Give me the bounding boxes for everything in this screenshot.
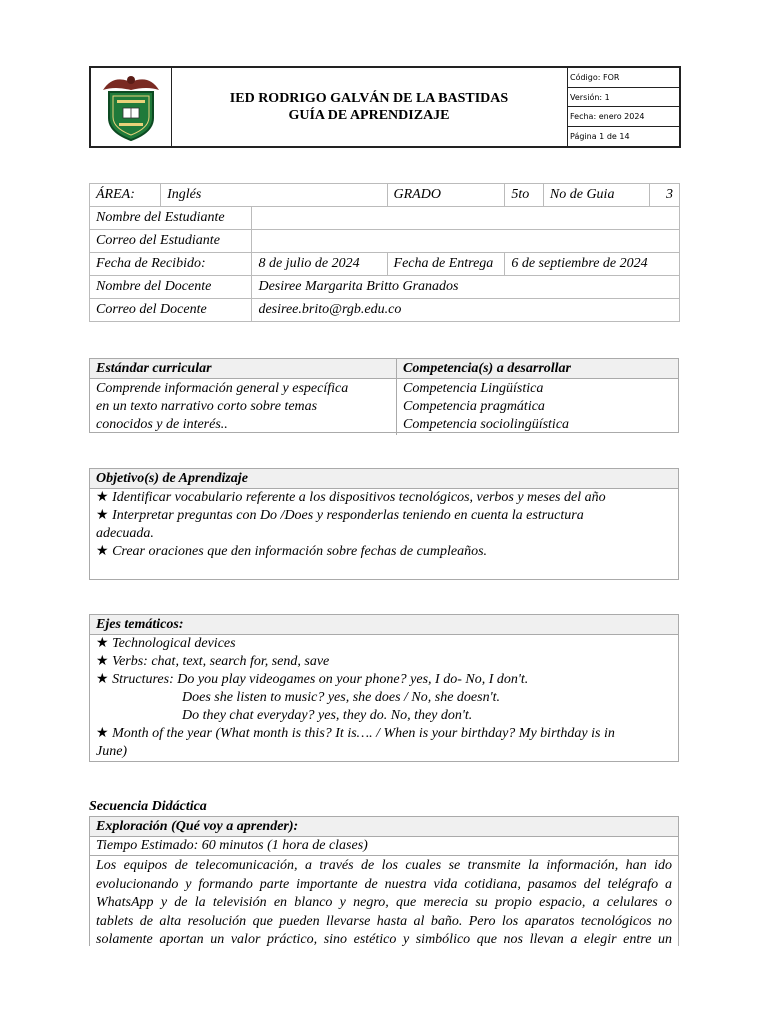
exploracion-text (90, 856, 678, 951)
header-title-cell (171, 68, 568, 146)
school-crest-icon (91, 68, 171, 146)
objetivo-item-cont: adecuada. (96, 526, 154, 541)
grado-label: GRADO (387, 184, 505, 207)
correo-docente-value: desiree.brito@rgb.edu.co (252, 299, 680, 322)
star-icon: ★ (96, 508, 109, 523)
guia-value: 3 (649, 184, 680, 207)
paragraph-line: WhatsApp y de la televisión en blanco y negro, que merecia su propio espacio, a celulares o (96, 895, 672, 910)
paragraph-line: solamente aportan un valor práctico, sino estético y simbólico que nos llevan a elegir entre un (96, 932, 672, 947)
estandar-line: conocidos y de interés.. (96, 417, 228, 432)
estandar-text (90, 379, 397, 435)
paragraph-line: Los equipos de telecomunicación, a través de los cuales se transmite la información, han ido (96, 858, 672, 873)
estandar-title: Estándar curricular (90, 359, 397, 378)
guia-label: No de Guia (543, 184, 649, 207)
estandar-section (89, 358, 679, 433)
recibido-label: Fecha de Recibido: (90, 253, 252, 276)
estandar-line: en un texto narrativo corto sobre temas (96, 399, 318, 414)
area-value: Inglés (161, 184, 387, 207)
eje-item: ★ Month of the year (What month is this? It is…. / When is your birthday? My birthday is in (96, 726, 615, 741)
estudiante-field[interactable] (252, 207, 680, 230)
objetivos-title: Objetivo(s) de Aprendizaje (90, 469, 678, 489)
paragraph-line: tablets de alta resolución que pueden llevarse hasta al baño. Pero los aparatos tecnológicos no (96, 913, 672, 929)
star-icon: ★ (96, 726, 109, 741)
docente-value: Desiree Margarita Britto Granados (252, 276, 680, 299)
meta-pagina: Página 1 de 14 (570, 131, 630, 141)
grado-value: 5to (505, 184, 544, 207)
star-icon: ★ (96, 654, 109, 669)
competencia-title: Competencia(s) a desarrollar (403, 361, 571, 376)
star-icon: ★ (96, 544, 109, 559)
objetivo-item: ★ Interpretar preguntas con Do /Does y responderlas teniendo en cuenta la estructura (96, 508, 584, 523)
eje-subitem: Do they chat everyday? yes, they do. No, they don't. (182, 708, 473, 723)
ejes-section (89, 614, 679, 762)
estudiante-label: Nombre del Estudiante (90, 207, 252, 230)
objetivo-item: ★ Identificar vocabulario referente a los dispositivos tecnológicos, verbos y meses del año (96, 490, 606, 505)
school-name: IED RODRIGO GALVÁN DE LA BASTIDAS (229, 91, 509, 106)
competencia-item: Competencia sociolingüística (403, 417, 570, 432)
entrega-label: Fecha de Entrega (387, 253, 505, 276)
ejes-title: Ejes temáticos: (90, 615, 678, 635)
document-type: GUÍA DE APRENDIZAJE (288, 108, 450, 123)
school-logo-cell (91, 68, 172, 146)
entrega-value: 6 de septiembre de 2024 (505, 253, 680, 276)
correo-estudiante-field[interactable] (252, 230, 680, 253)
competencia-list (397, 379, 575, 435)
tiempo-estimado: Tiempo Estimado: 60 minutos (1 hora de clases) (90, 837, 678, 856)
table-row (90, 184, 680, 207)
objetivo-item: ★ Crear oraciones que den información sobre fechas de cumpleaños. (96, 544, 488, 559)
competencia-item: Competencia pragmática (403, 399, 545, 414)
header-meta (567, 68, 679, 146)
paragraph-line: evolucionando y formando parte importante de nuestra vida cotidiana, pasamos del telégrafo a (96, 876, 672, 892)
estandar-line: Comprende información general y específica (96, 381, 349, 396)
correo-estudiante-label: Correo del Estudiante (90, 230, 252, 253)
estandar-body (90, 379, 678, 435)
area-label: ÁREA: (90, 184, 161, 207)
exploracion-section (89, 816, 679, 946)
estandar-header (90, 359, 678, 379)
star-icon: ★ (96, 490, 109, 505)
meta-version: Versión: 1 (567, 88, 679, 108)
exploracion-title: Exploración (Qué voy a aprender): (90, 817, 678, 837)
eje-item: ★ Verbs: chat, text, search for, send, save (96, 654, 330, 669)
table-row (90, 230, 680, 253)
docente-label: Nombre del Docente (90, 276, 252, 299)
competencia-item: Competencia Lingüística (403, 381, 544, 396)
student-info-table (89, 183, 680, 322)
eje-item: ★ Structures: Do you play videogames on your phone? yes, I do- No, I don't. (96, 672, 529, 687)
secuencia-title: Secuencia Didáctica (89, 799, 207, 814)
objetivos-section (89, 468, 679, 580)
table-row (90, 253, 680, 276)
document-header (89, 66, 681, 148)
recibido-value: 8 de julio de 2024 (252, 253, 387, 276)
eje-item: ★ Technological devices (96, 636, 236, 651)
meta-codigo: Código: FOR (567, 68, 679, 88)
eje-item-cont: June) (96, 744, 128, 759)
star-icon: ★ (96, 672, 109, 687)
table-row (90, 276, 680, 299)
eje-subitem: Does she listen to music? yes, she does / No, she doesn't. (182, 690, 500, 705)
correo-docente-label: Correo del Docente (90, 299, 252, 322)
meta-fecha: Fecha: enero 2024 (567, 107, 679, 127)
table-row (90, 207, 680, 230)
star-icon: ★ (96, 636, 109, 651)
table-row (90, 299, 680, 322)
